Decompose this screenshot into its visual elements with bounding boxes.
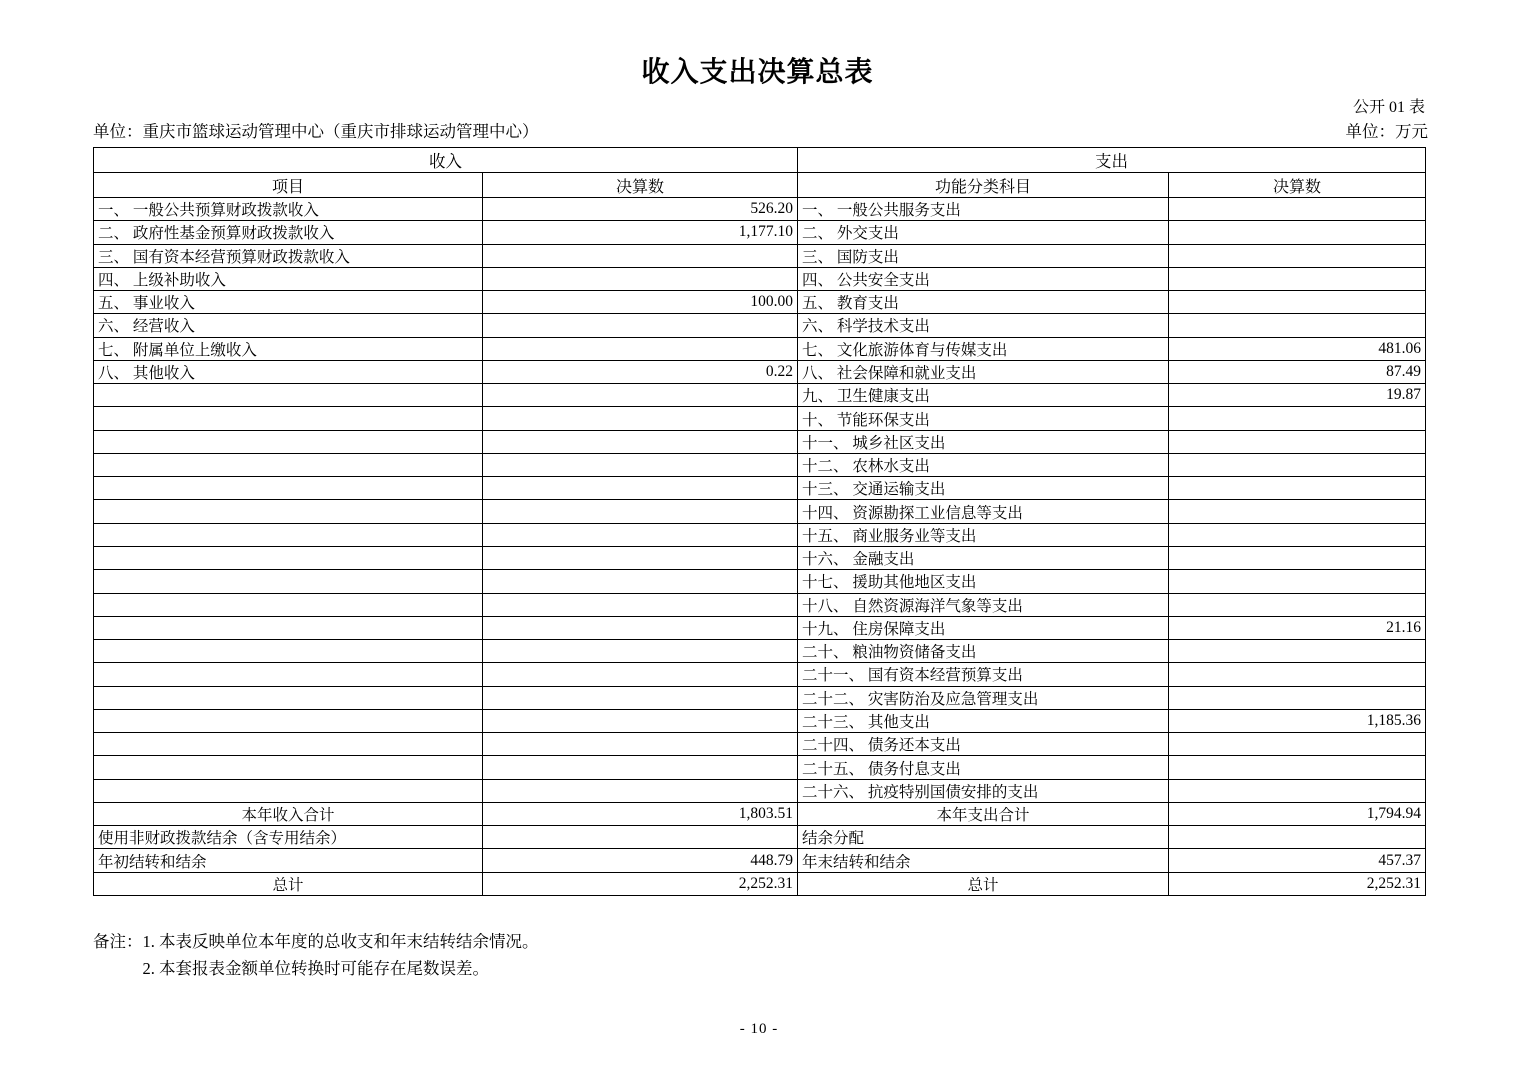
- expense-item-cell: 十四、 资源勘探工业信息等支出: [798, 500, 1169, 523]
- expense-amount-cell: [1169, 453, 1426, 476]
- expense-item-cell: 二、 外交支出: [798, 221, 1169, 244]
- expense-item-cell: 八、 社会保障和就业支出: [798, 360, 1169, 383]
- table-row: [94, 453, 1426, 476]
- expense-amount-cell: [1169, 756, 1426, 779]
- page-title: 收入支出决算总表: [641, 57, 874, 88]
- expense-item-cell: 十七、 援助其他地区支出: [798, 570, 1169, 593]
- col-header-expense-amount: 决算数: [1169, 173, 1426, 198]
- expense-item-cell: 十九、 住房保障支出: [798, 616, 1169, 639]
- income-amount-cell: [483, 453, 798, 476]
- income-amount-cell: [483, 756, 798, 779]
- doc-number-label: 公开 01 表: [1352, 99, 1425, 116]
- table-row: [94, 291, 1426, 314]
- unit-name-label: 单位：重庆市篮球运动管理中心（重庆市排球运动管理中心）: [93, 122, 539, 141]
- expense-amount-cell: [1169, 686, 1426, 709]
- income-item-cell: [94, 709, 483, 732]
- table-row: [94, 872, 1426, 895]
- expense-item-cell: 本年支出合计: [798, 802, 1169, 825]
- expense-amount-cell: [1169, 523, 1426, 546]
- expense-item-cell: 二十三、 其他支出: [798, 709, 1169, 732]
- expense-item-cell: 总计: [798, 872, 1169, 895]
- income-amount-cell: 2,252.31: [483, 872, 798, 895]
- income-item-cell: 一、 一般公共预算财政拨款收入: [94, 198, 483, 221]
- income-amount-cell: [483, 593, 798, 616]
- expense-item-cell: 二十一、 国有资本经营预算支出: [798, 663, 1169, 686]
- table-row: [94, 826, 1426, 849]
- table-row: [94, 500, 1426, 523]
- income-amount-cell: 1,803.51: [483, 802, 798, 825]
- expense-amount-cell: [1169, 244, 1426, 267]
- expense-amount-cell: 457.37: [1169, 849, 1426, 872]
- income-item-cell: 五、 事业收入: [94, 291, 483, 314]
- income-amount-cell: [483, 709, 798, 732]
- expense-amount-cell: [1169, 430, 1426, 453]
- expense-item-cell: 一、 一般公共服务支出: [798, 198, 1169, 221]
- section-header-row: [94, 148, 1426, 173]
- income-section-header: 收入: [94, 148, 798, 173]
- expense-item-cell: 二十四、 债务还本支出: [798, 733, 1169, 756]
- income-item-cell: [94, 570, 483, 593]
- table-row: [94, 779, 1426, 802]
- income-amount-cell: [483, 546, 798, 569]
- expense-amount-cell: 2,252.31: [1169, 872, 1426, 895]
- table-row: [94, 221, 1426, 244]
- income-amount-cell: [483, 826, 798, 849]
- income-amount-cell: [483, 733, 798, 756]
- income-amount-cell: 1,177.10: [483, 221, 798, 244]
- table-row: [94, 663, 1426, 686]
- income-amount-cell: [483, 663, 798, 686]
- income-amount-cell: [483, 430, 798, 453]
- expense-amount-cell: [1169, 593, 1426, 616]
- expense-item-cell: 十三、 交通运输支出: [798, 477, 1169, 500]
- income-amount-cell: [483, 640, 798, 663]
- expense-item-cell: 二十、 粮油物资储备支出: [798, 640, 1169, 663]
- income-item-cell: [94, 546, 483, 569]
- income-item-cell: 七、 附属单位上缴收入: [94, 337, 483, 360]
- expense-amount-cell: 19.87: [1169, 384, 1426, 407]
- notes-label: 备注：: [93, 932, 143, 951]
- income-item-cell: [94, 407, 483, 430]
- table-row: [94, 198, 1426, 221]
- income-item-cell: 四、 上级补助收入: [94, 267, 483, 290]
- expense-item-cell: 十二、 农林水支出: [798, 453, 1169, 476]
- expense-amount-cell: [1169, 779, 1426, 802]
- income-amount-cell: [483, 523, 798, 546]
- expense-item-cell: 三、 国防支出: [798, 244, 1169, 267]
- expense-item-cell: 二十二、 灾害防治及应急管理支出: [798, 686, 1169, 709]
- income-item-cell: [94, 384, 483, 407]
- expense-item-cell: 六、 科学技术支出: [798, 314, 1169, 337]
- expense-amount-cell: [1169, 477, 1426, 500]
- income-item-cell: [94, 616, 483, 639]
- income-amount-cell: [483, 267, 798, 290]
- expense-item-cell: 九、 卫生健康支出: [798, 384, 1169, 407]
- income-item-cell: [94, 663, 483, 686]
- table-row: [94, 546, 1426, 569]
- expense-amount-cell: 481.06: [1169, 337, 1426, 360]
- expense-amount-cell: [1169, 570, 1426, 593]
- table-row: [94, 477, 1426, 500]
- income-amount-cell: 448.79: [483, 849, 798, 872]
- income-amount-cell: [483, 500, 798, 523]
- income-item-cell: [94, 477, 483, 500]
- expense-item-cell: 十一、 城乡社区支出: [798, 430, 1169, 453]
- income-item-cell: [94, 523, 483, 546]
- expense-item-cell: 二十五、 债务付息支出: [798, 756, 1169, 779]
- budget-summary-table: [93, 147, 1426, 896]
- page-number: - 10 -: [739, 1021, 779, 1037]
- table-row: [94, 756, 1426, 779]
- expense-amount-cell: [1169, 291, 1426, 314]
- table-row: [94, 407, 1426, 430]
- income-item-cell: [94, 593, 483, 616]
- income-item-cell: [94, 640, 483, 663]
- col-header-expense-category: 功能分类科目: [798, 173, 1169, 198]
- expense-amount-cell: [1169, 733, 1426, 756]
- expense-amount-cell: [1169, 500, 1426, 523]
- income-item-cell: 二、 政府性基金预算财政拨款收入: [94, 221, 483, 244]
- table-row: [94, 523, 1426, 546]
- income-item-cell: 三、 国有资本经营预算财政拨款收入: [94, 244, 483, 267]
- income-amount-cell: [483, 314, 798, 337]
- table-row: [94, 430, 1426, 453]
- col-header-income-amount: 决算数: [483, 173, 798, 198]
- income-item-cell: [94, 453, 483, 476]
- expense-amount-cell: [1169, 198, 1426, 221]
- expense-item-cell: 五、 教育支出: [798, 291, 1169, 314]
- income-amount-cell: 0.22: [483, 360, 798, 383]
- expense-item-cell: 十八、 自然资源海洋气象等支出: [798, 593, 1169, 616]
- income-item-cell: 使用非财政拨款结余（含专用结余）: [94, 826, 483, 849]
- expense-amount-cell: [1169, 407, 1426, 430]
- table-row: [94, 244, 1426, 267]
- table-row: [94, 802, 1426, 825]
- expense-item-cell: 年末结转和结余: [798, 849, 1169, 872]
- table-row: [94, 570, 1426, 593]
- notes: [93, 929, 539, 982]
- expense-amount-cell: [1169, 314, 1426, 337]
- col-header-income-item: 项目: [94, 173, 483, 198]
- table-row: [94, 686, 1426, 709]
- expense-amount-cell: [1169, 826, 1426, 849]
- table-row: [94, 267, 1426, 290]
- income-item-cell: [94, 500, 483, 523]
- table-row: [94, 733, 1426, 756]
- income-item-cell: [94, 733, 483, 756]
- unit-row: [93, 118, 1428, 142]
- unit-currency-label: 单位：万元: [1345, 122, 1428, 141]
- expense-amount-cell: [1169, 221, 1426, 244]
- expense-amount-cell: [1169, 267, 1426, 290]
- income-amount-cell: [483, 570, 798, 593]
- expense-amount-cell: 87.49: [1169, 360, 1426, 383]
- table-row: [94, 337, 1426, 360]
- table-row: [94, 640, 1426, 663]
- income-item-cell: [94, 779, 483, 802]
- expense-section-header: 支出: [798, 148, 1426, 173]
- table-row: [94, 360, 1426, 383]
- income-amount-cell: [483, 244, 798, 267]
- income-amount-cell: [483, 337, 798, 360]
- income-item-cell: [94, 430, 483, 453]
- income-item-cell: 总计: [94, 872, 483, 895]
- expense-amount-cell: 21.16: [1169, 616, 1426, 639]
- expense-item-cell: 七、 文化旅游体育与传媒支出: [798, 337, 1169, 360]
- income-item-cell: 八、 其他收入: [94, 360, 483, 383]
- note-line: 2. 本套报表金额单位转换时可能存在尾数误差。: [142, 958, 489, 978]
- expense-amount-cell: [1169, 640, 1426, 663]
- table-row: [94, 849, 1426, 872]
- income-item-cell: [94, 686, 483, 709]
- expense-item-cell: 四、 公共安全支出: [798, 267, 1169, 290]
- expense-amount-cell: 1,185.36: [1169, 709, 1426, 732]
- income-item-cell: 六、 经营收入: [94, 314, 483, 337]
- table-row: [94, 384, 1426, 407]
- income-amount-cell: [483, 779, 798, 802]
- table-row: [94, 314, 1426, 337]
- expense-item-cell: 十六、 金融支出: [798, 546, 1169, 569]
- note-line: 1. 本表反映单位本年度的总收支和年末结转结余情况。: [142, 932, 539, 951]
- table-row: [94, 616, 1426, 639]
- income-amount-cell: 100.00: [483, 291, 798, 314]
- income-amount-cell: [483, 686, 798, 709]
- income-amount-cell: 526.20: [483, 198, 798, 221]
- expense-amount-cell: [1169, 663, 1426, 686]
- notes-lines: [143, 929, 539, 982]
- expense-item-cell: 十五、 商业服务业等支出: [798, 523, 1169, 546]
- income-item-cell: 本年收入合计: [94, 802, 483, 825]
- expense-amount-cell: 1,794.94: [1169, 802, 1426, 825]
- expense-item-cell: 十、 节能环保支出: [798, 407, 1169, 430]
- expense-item-cell: 二十六、 抗疫特别国债安排的支出: [798, 779, 1169, 802]
- income-amount-cell: [483, 616, 798, 639]
- column-header-row: [94, 173, 1426, 198]
- income-item-cell: 年初结转和结余: [94, 849, 483, 872]
- table-row: [94, 593, 1426, 616]
- income-amount-cell: [483, 384, 798, 407]
- income-amount-cell: [483, 477, 798, 500]
- expense-item-cell: 结余分配: [798, 826, 1169, 849]
- table-row: [94, 709, 1426, 732]
- income-item-cell: [94, 756, 483, 779]
- income-amount-cell: [483, 407, 798, 430]
- expense-amount-cell: [1169, 546, 1426, 569]
